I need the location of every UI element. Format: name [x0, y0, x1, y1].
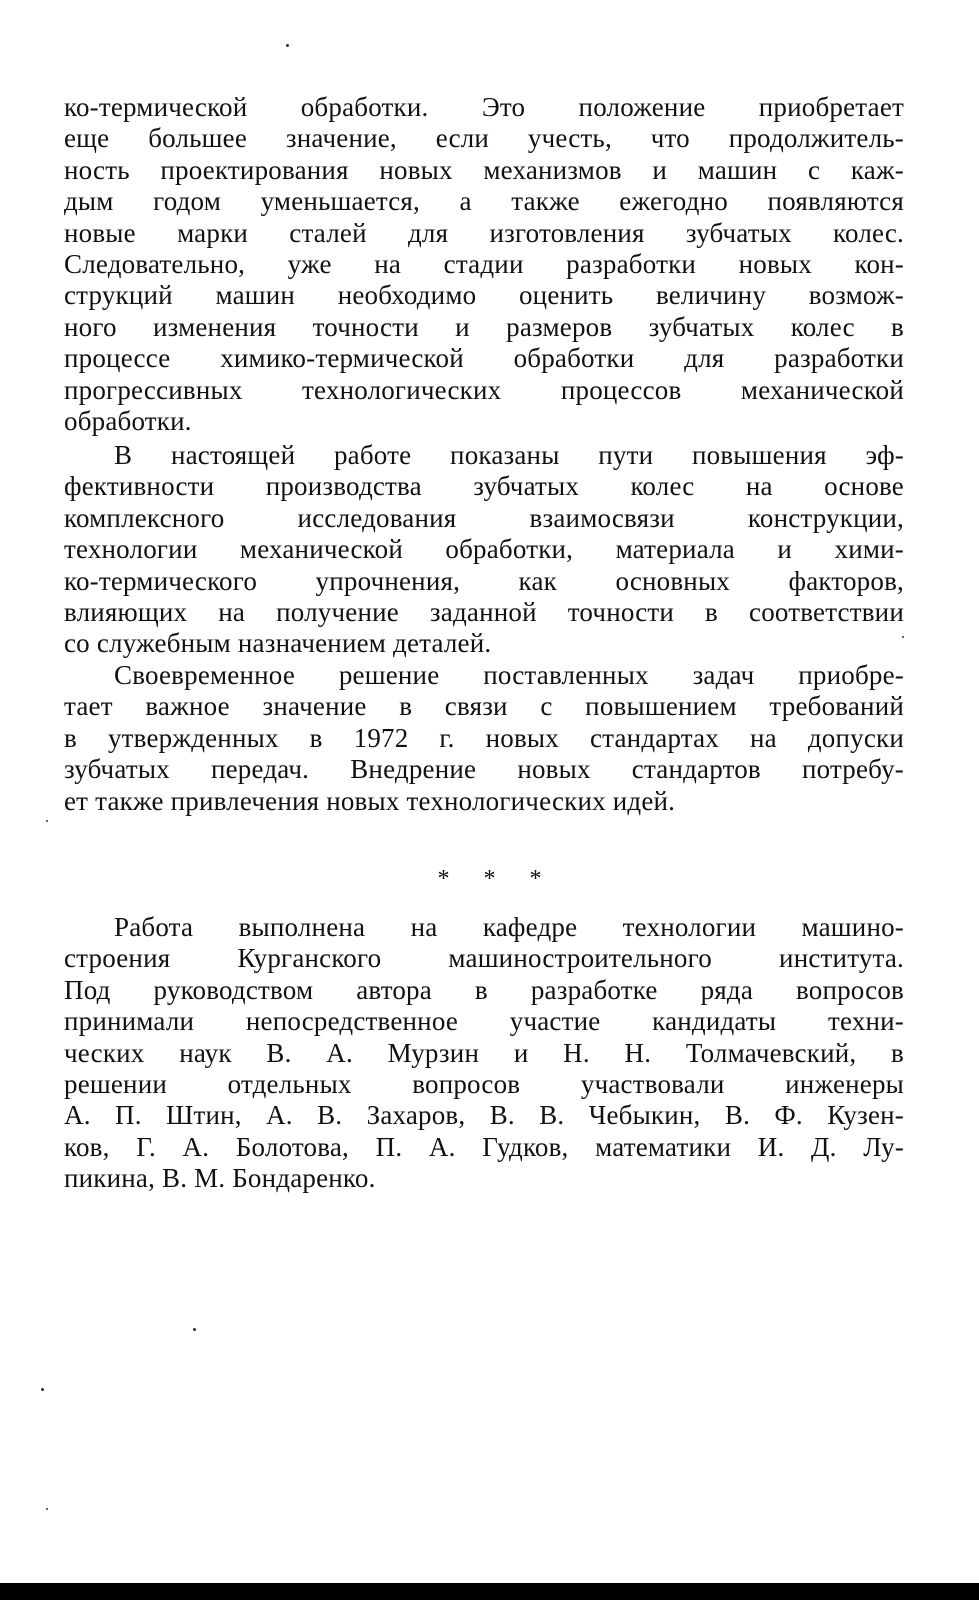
text-line: со служебным назначением деталей. [64, 628, 492, 659]
scan-bottom-edge [0, 1583, 979, 1600]
text-line: ческих наук В. А. Мурзин и Н. Н. Толмачевский, в [64, 1037, 904, 1068]
text-line: ет также привлечения новых технологических идей. [64, 785, 676, 816]
text-line: процессе химико-термической обработки для разработки [64, 343, 904, 374]
paragraph-present-work [64, 440, 904, 660]
text-line: прогрессивных технологических процессов механической [64, 374, 904, 405]
text-line: ко-термического упрочнения, как основных факторов, [64, 565, 904, 596]
text-line: решении отдельных вопросов участвовали инженеры [64, 1068, 904, 1099]
text-line: фективности производства зубчатых колес на основе [64, 471, 904, 502]
scan-speck [193, 1328, 196, 1331]
text-line: пикина, В. М. Бондаренко. [64, 1163, 376, 1194]
text-line: технологии механической обработки, материала и хими- [64, 534, 904, 565]
text-line: Своевременное решение поставленных задач приобре- [114, 660, 904, 690]
paragraph-standards [64, 660, 904, 817]
text-line: Под руководством автора в разработке ряда вопросов [64, 974, 904, 1005]
text-line: еще большее значение, если учесть, что продолжитель- [64, 123, 904, 154]
text-line: ков, Г. А. Болотова, П. А. Гудков, математики И. Д. Лу- [64, 1131, 904, 1162]
text-line: ко-термической обработки. Это положение приобретает [64, 92, 904, 122]
text-line: тает важное значение в связи с повышением требований [64, 691, 904, 722]
scan-speck [286, 44, 289, 47]
text-line: А. П. Штин, А. В. Захаров, В. В. Чебыкин, В. Ф. Кузен- [64, 1100, 904, 1131]
text-line: обработки. [64, 405, 192, 436]
paragraph-gear-machining [64, 92, 904, 437]
text-line: комплексного исследования взаимосвязи конструкции, [64, 502, 904, 533]
text-line: ного изменения точности и размеров зубчатых колес в [64, 311, 904, 342]
text-line: строения Курганского машиностроительного института. [64, 943, 904, 974]
text-line: Работа выполнена на кафедре технологии машино- [114, 912, 904, 942]
text-line: В настоящей работе показаны пути повышения эф- [114, 440, 904, 470]
section-separator: * * * [437, 866, 556, 892]
text-line: дым годом уменьшается, а также ежегодно появляются [64, 186, 904, 217]
text-line: принимали непосредственное участие кандидаты техни- [64, 1006, 904, 1037]
text-line: новые марки сталей для изготовления зубчатых колес. [64, 217, 904, 248]
text-line: струкций машин необходимо оценить величину возмож- [64, 280, 904, 311]
scan-speck [41, 1388, 44, 1391]
paragraph-acknowledgements [64, 912, 904, 1195]
text-line: Следовательно, уже на стадии разработки новых кон- [64, 248, 904, 279]
text-line: влияющих на получение заданной точности в соответствии [64, 596, 904, 627]
text-line: зубчатых передач. Внедрение новых стандартов потребу- [64, 754, 904, 785]
scan-speck [46, 820, 48, 822]
text-line: ность проектирования новых механизмов и машин с каж- [64, 154, 904, 185]
text-line: в утвержденных в 1972 г. новых стандартах на допуски [64, 722, 904, 753]
scan-speck [46, 1508, 48, 1510]
